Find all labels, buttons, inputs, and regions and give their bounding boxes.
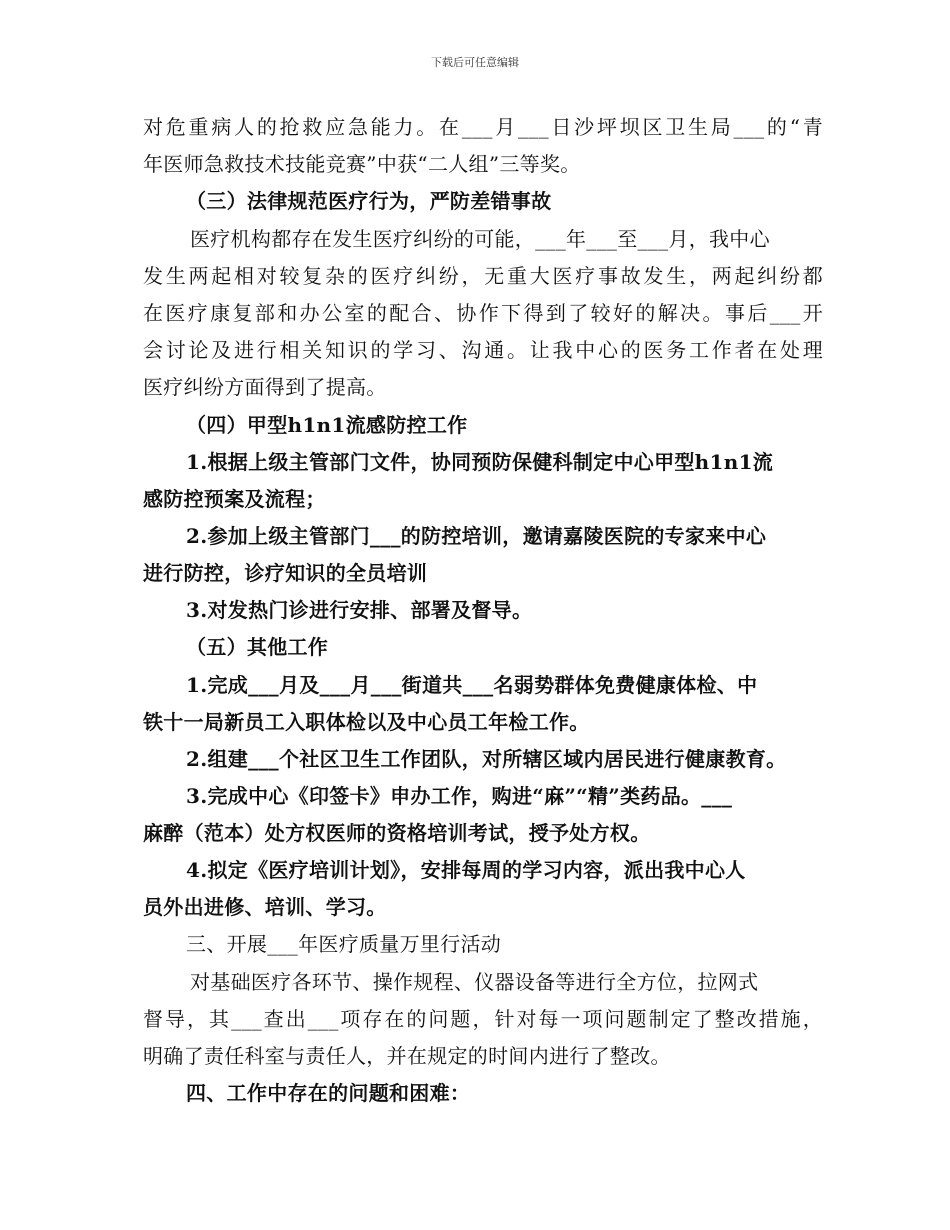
section-heading: （五）其他工作 [186,635,329,659]
body-line-bold: 4.拟定《医疗培训计划》，安排每周的学习内容，派出我中心人 [186,858,746,882]
body-line-bold: 员外出进修、培训、学习。 [143,895,387,919]
section-heading: 四、工作中存在的问题和困难： [186,1081,471,1105]
body-line-bold: 铁十一局新员工入职体检以及中心员工年检工作。 [143,710,590,734]
body-line: 医疗纠纷方面得到了提高。 [143,375,387,399]
body-line-bold: 2.参加上级主管部门___的防控培训，邀请嘉陵医院的专家来中心 [186,524,767,548]
body-line-bold: 感防控预案及流程； [143,487,326,511]
body-line: 在医疗康复部和办公室的配合、协作下得到了较好的解决。事后___开 [143,301,823,325]
section-heading: 三、开展___年医疗质量万里行活动 [186,932,502,956]
body-line: 发生两起相对较复杂的医疗纠纷，无重大医疗事故发生，两起纠纷都 [143,264,823,288]
body-line-bold: 进行防控，诊疗知识的全员培训 [143,561,428,585]
body-line-bold: 麻醉（范本）处方权医师的资格培训考试，授予处方权。 [143,821,651,845]
body-line: 对危重病人的抢救应急能力。在___月___日沙坪坝区卫生局___的“青 [143,115,823,139]
body-line: 对基础医疗各环节、操作规程、仪器设备等进行全方位，拉网式 [190,970,759,994]
body-line-bold: 3.对发热门诊进行安排、部署及督导。 [186,598,533,622]
section-heading: （四）甲型h1n1流感防控工作 [186,413,468,437]
body-line: 会讨论及进行相关知识的学习、沟通。让我中心的医务工作者在处理 [143,338,823,362]
body-line: 督导，其___查出___项存在的问题，针对每一项问题制定了整改措施， [143,1007,823,1031]
body-line: 医疗机构都存在发生医疗纠纷的可能，___年___至___月，我中心 [190,227,770,251]
section-heading: （三）法律规范医疗行为，严防差错事故 [186,189,552,213]
body-line: 明确了责任科室与责任人，并在规定的时间内进行了整改。 [143,1044,671,1068]
body-line-bold: 2.组建___个社区卫生工作团队，对所辖区域内居民进行健康教育。 [186,747,787,771]
body-line: 年医师急救技术技能竞赛”中获“二人组”三等奖。 [143,152,581,176]
body-line-bold: 1.根据上级主管部门文件，协同预防保健科制定中心甲型h1n1流 [186,450,774,474]
page-header: 下载后可任意编辑 [431,56,519,69]
body-line-bold: 1.完成___月及___月___街道共___名弱势群体免费健康体检、中 [186,673,758,697]
body-line-bold: 3.完成中心《印签卡》申办工作，购进“麻”“精”类药品。___ [186,784,733,808]
